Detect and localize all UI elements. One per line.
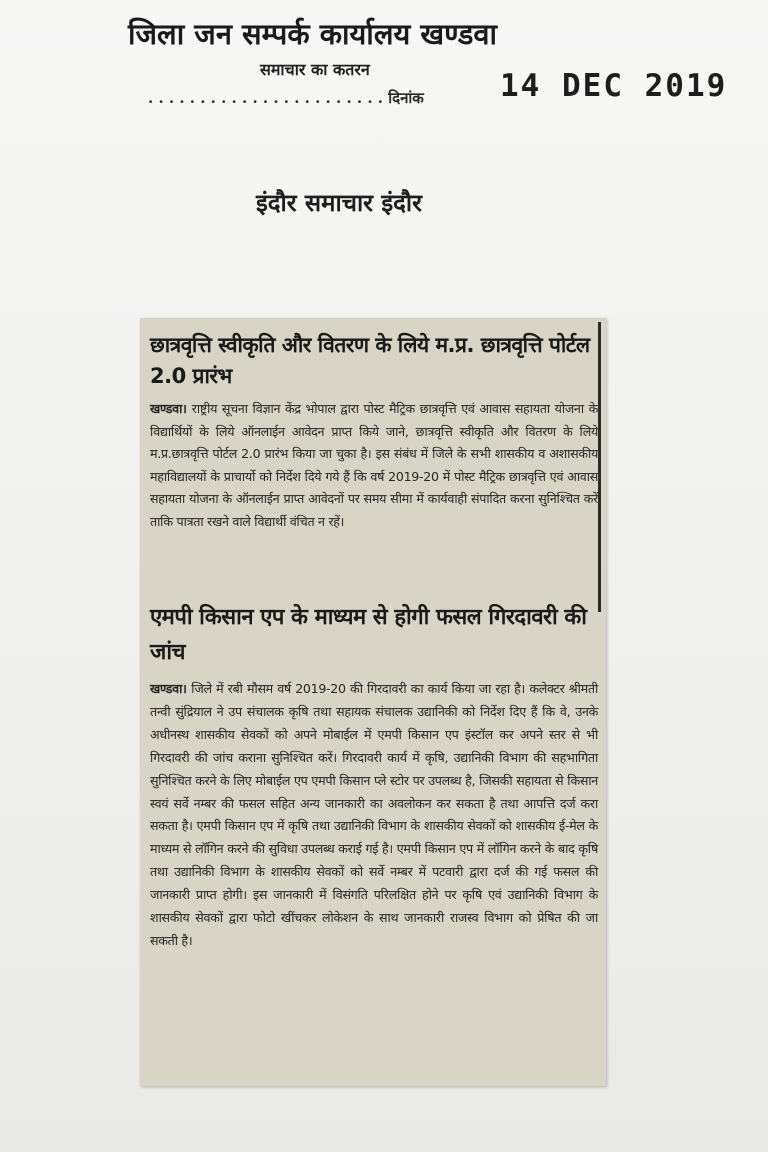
article-1-dateline: खण्डवा। — [150, 401, 192, 416]
stamp-clipping-label: समाचार का कतरन — [260, 60, 370, 79]
article-1-headline: छात्रवृत्ति स्वीकृति और वितरण के लिये म.प्र. छात्रवृत्ति पोर्टल 2.0 प्रारंभ — [150, 333, 590, 388]
stamp-office-name: जिला जन सम्पर्क कार्यालय खण्डवा — [128, 17, 498, 51]
stamp-dots: . . . . . . . . . . . . . . . . . . . . . . . — [148, 89, 389, 107]
stamp-date-label: दिनांक — [388, 89, 424, 107]
article-1-body — [150, 398, 598, 534]
column-rule — [598, 322, 601, 612]
stamp-date-row — [148, 88, 424, 108]
article-2-dateline: खण्डवा। — [150, 681, 192, 696]
article-2-body — [150, 678, 598, 953]
newspaper-clipping — [140, 318, 606, 1086]
stamp-date: 14 DEC 2019 — [500, 68, 728, 104]
newspaper-name: इंदौर समाचार इंदौर — [256, 188, 422, 217]
article-1-text: राष्ट्रीय सूचना विज्ञान केंद्र भोपाल द्वारा पोस्ट मैट्रिक छात्रवृत्ति एवं आवास सहायता योजना के विद्यार्थियों के लिये ऑनलाईन आवेदन प्राप्त किये जाने, छात्रवृत्ति स्वीकृति और वितरण के लिये म.प्र.छात्रवृत्ति पोर्टल 2.0 प्रारंभ किया जा चुका है। इस संबंध में जिले के सभी शासकीय व अशासकीय महाविद्यालयों के प्राचार्यो को निर्देश दिये गये हैं कि वर्ष 2019-20 में पोस्ट मैट्रिक छात्रवृत्ति एवं आवास सहायता योजना के ऑनलाईन प्राप्त आवेदनों पर समय सीमा में कार्यवाही संपादित करना सुनिश्चित करें ताकि पात्रता रखने वाले विद्यार्थी वंचित न रहें। — [150, 401, 598, 529]
article-2-headline: एमपी किसान एप के माध्यम से होगी फसल गिरदावरी की जांच — [150, 605, 587, 665]
article-2-text: जिले में रबी मौसम वर्ष 2019-20 की गिरदावरी का कार्य किया जा रहा है। कलेक्टर श्रीमती तन्वी सुंद्रियाल ने उप संचालक कृषि तथा सहायक संचालक उद्यानिकी को निर्देश दिए हैं कि वे, उनके अधीनस्थ शासकीय सेवकों को अपने मोबाईल में एमपी किसान एप इंस्टॉल कर अपने स्तर से भी गिरदावरी की जांच कराना सुनिश्चित करें। गिरदावरी कार्य में कृषि, उद्यानिकी विभाग की सहभागिता सुनिश्चित करने के लिए मोबाईल एप एमपी किसान प्ले स्टोर पर उपलब्ध है, जिसकी सहायता से किसान स्वयं सर्वे नम्बर की फसल सहित अन्य जानकारी का अवलोकन कर सकता है तथा आपत्ति दर्ज करा सकता है। एमपी किसान एप में कृषि तथा उद्यानिकी विभाग के शासकीय सेवकों को शासकीय ई-मेल के माध्यम से लॉगिन करने की सुविधा उपलब्ध कराई गई है। एमपी किसान एप में लॉगिन करने के बाद कृषि तथा उद्यानिकी विभाग के शासकीय सेवकों को सर्वे नम्बर में पटवारी द्वारा दर्ज की गई फसल की जानकारी प्राप्त होगी। इस जानकारी में विसंगति परिलक्षित होने पर कृषि एवं उद्यानिकी विभाग के शासकीय सेवकों द्वारा फोटो खींचकर लोकेशन के साथ जानकारी राजस्व विभाग को प्रेषित की जा सकती है। — [150, 681, 598, 948]
